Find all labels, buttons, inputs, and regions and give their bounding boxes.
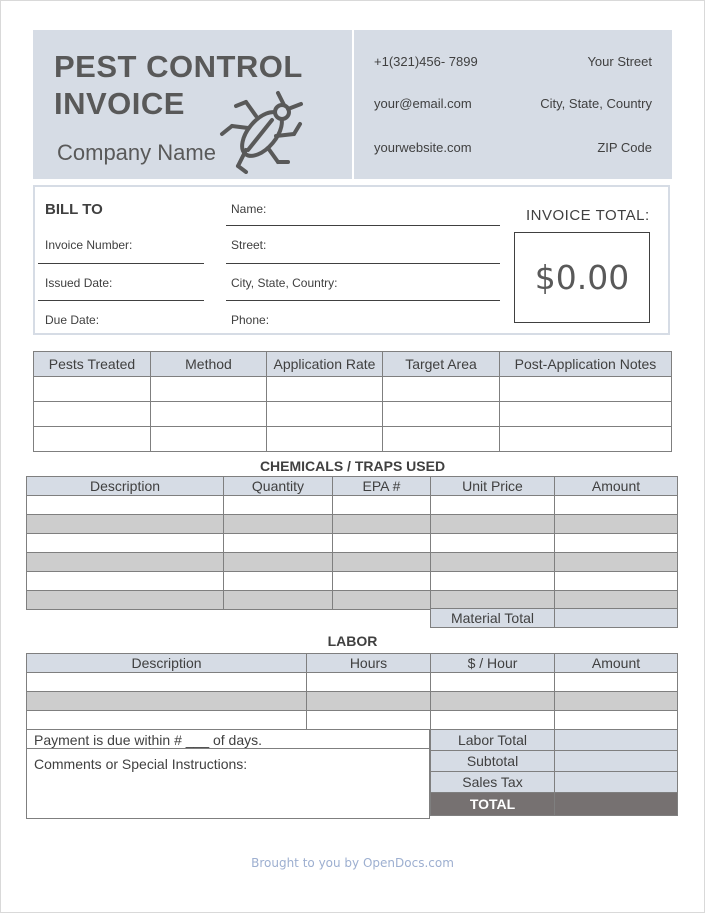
table-row: [27, 673, 678, 692]
comments-label: Comments or Special Instructions:: [34, 756, 248, 772]
table-cell[interactable]: [27, 496, 224, 515]
table-cell[interactable]: [267, 427, 383, 452]
invoice-title-line1: PEST CONTROL: [54, 49, 303, 84]
material-total-table: [430, 608, 678, 628]
table-cell[interactable]: [431, 692, 555, 711]
comments-box[interactable]: [26, 749, 430, 819]
city-label: City, State, Country:: [231, 276, 338, 290]
table-row: [27, 496, 678, 515]
table-row: [27, 572, 678, 591]
table-cell[interactable]: [555, 711, 678, 730]
table-cell[interactable]: [431, 591, 555, 610]
material-total-value[interactable]: [555, 609, 678, 628]
table-cell[interactable]: [307, 673, 431, 692]
table-cell[interactable]: [224, 553, 333, 572]
table-cell[interactable]: [151, 377, 267, 402]
sales-tax-label: Sales Tax: [431, 772, 555, 793]
labor-heading: LABOR: [327, 633, 378, 649]
labor-table: [26, 653, 678, 730]
subtotal-label: Subtotal: [431, 751, 555, 772]
table-cell[interactable]: [333, 534, 431, 553]
table-cell[interactable]: [431, 572, 555, 591]
contact-website: yourwebsite.com: [374, 140, 472, 155]
street-label: Street:: [231, 238, 267, 252]
invoice-title-line2: INVOICE: [54, 86, 185, 121]
labor-total-label: Labor Total: [431, 730, 555, 751]
issued-date-label: Issued Date:: [45, 276, 113, 290]
phone-label: Phone:: [231, 313, 270, 327]
table-cell[interactable]: [431, 515, 555, 534]
table-cell[interactable]: [307, 711, 431, 730]
totals-table: [430, 729, 678, 816]
col-quantity: Quantity: [224, 477, 333, 496]
table-cell[interactable]: [555, 673, 678, 692]
chemicals-table: [26, 476, 678, 610]
grand-total-label: TOTAL: [431, 793, 555, 816]
col-application-rate: Application Rate: [267, 352, 383, 377]
table-cell[interactable]: [333, 515, 431, 534]
table-row: [27, 591, 678, 610]
table-row: [34, 377, 672, 402]
table-cell[interactable]: [27, 711, 307, 730]
bug-icon: [218, 90, 304, 174]
invoice-total-label: INVOICE TOTAL:: [526, 207, 650, 224]
col-post-application-notes: Post-Application Notes: [500, 352, 672, 377]
table-row: [27, 515, 678, 534]
table-cell[interactable]: [431, 534, 555, 553]
table-cell[interactable]: [34, 402, 151, 427]
table-cell[interactable]: [333, 496, 431, 515]
city-line[interactable]: [226, 300, 500, 301]
invoice-number-label: Invoice Number:: [45, 238, 133, 252]
payment-terms: Payment is due within # ___ of days.: [34, 732, 263, 748]
table-cell[interactable]: [500, 377, 672, 402]
table-cell[interactable]: [27, 534, 224, 553]
table-cell[interactable]: [151, 427, 267, 452]
table-cell[interactable]: [267, 402, 383, 427]
table-cell[interactable]: [555, 591, 678, 610]
name-label: Name:: [231, 202, 267, 216]
subtotal-value[interactable]: [555, 751, 678, 772]
table-cell[interactable]: [224, 515, 333, 534]
invoice-total-value: $0.00: [534, 258, 630, 297]
table-cell[interactable]: [27, 692, 307, 711]
col-epa-number: EPA #: [333, 477, 431, 496]
name-line[interactable]: [226, 225, 500, 226]
col-unit-price: Unit Price: [431, 477, 555, 496]
invoice-number-line[interactable]: [38, 263, 204, 264]
table-cell[interactable]: [383, 402, 500, 427]
table-cell[interactable]: [555, 496, 678, 515]
invoice-total-box: [514, 232, 650, 323]
table-cell[interactable]: [27, 673, 307, 692]
payment-terms-box: [26, 729, 430, 749]
table-row: [27, 692, 678, 711]
labor-total-value[interactable]: [555, 730, 678, 751]
table-cell[interactable]: [27, 515, 224, 534]
table-cell[interactable]: [500, 402, 672, 427]
table-cell[interactable]: [224, 591, 333, 610]
company-name: Company Name: [57, 140, 216, 165]
table-cell[interactable]: [27, 591, 224, 610]
sales-tax-value[interactable]: [555, 772, 678, 793]
treatment-table: [33, 351, 672, 452]
table-cell[interactable]: [431, 496, 555, 515]
issued-date-line[interactable]: [38, 300, 204, 301]
contact-email: your@email.com: [374, 96, 472, 111]
table-cell[interactable]: [555, 534, 678, 553]
table-cell[interactable]: [383, 377, 500, 402]
chemicals-heading: CHEMICALS / TRAPS USED: [259, 458, 446, 474]
table-cell[interactable]: [27, 572, 224, 591]
table-cell[interactable]: [267, 377, 383, 402]
table-cell[interactable]: [224, 496, 333, 515]
footer-credit[interactable]: Brought to you by OpenDocs.com: [251, 856, 454, 870]
table-row: [34, 427, 672, 452]
col-rate: $ / Hour: [431, 654, 555, 673]
table-cell[interactable]: [34, 427, 151, 452]
table-cell[interactable]: [431, 711, 555, 730]
table-cell[interactable]: [555, 692, 678, 711]
col-description: Description: [27, 477, 224, 496]
col-labor-amount: Amount: [555, 654, 678, 673]
col-hours: Hours: [307, 654, 431, 673]
material-total-label: Material Total: [431, 609, 555, 628]
street-line[interactable]: [226, 263, 500, 264]
col-method: Method: [151, 352, 267, 377]
table-row: [27, 711, 678, 730]
table-cell[interactable]: [383, 427, 500, 452]
contact-phone: +1(321)456- 7899: [374, 54, 478, 69]
table-cell[interactable]: [151, 402, 267, 427]
col-amount: Amount: [555, 477, 678, 496]
table-cell[interactable]: [307, 692, 431, 711]
table-cell[interactable]: [224, 534, 333, 553]
table-cell[interactable]: [555, 553, 678, 572]
table-cell[interactable]: [27, 553, 224, 572]
bill-to-heading: BILL TO: [45, 201, 103, 218]
table-cell[interactable]: [555, 515, 678, 534]
col-pests-treated: Pests Treated: [34, 352, 151, 377]
table-cell[interactable]: [555, 572, 678, 591]
address-street: Your Street: [587, 54, 652, 69]
grand-total-value[interactable]: [555, 793, 678, 816]
table-cell[interactable]: [431, 553, 555, 572]
table-cell[interactable]: [333, 553, 431, 572]
address-zip: ZIP Code: [597, 140, 652, 155]
due-date-label: Due Date:: [45, 313, 100, 327]
table-cell[interactable]: [431, 673, 555, 692]
table-cell[interactable]: [333, 591, 431, 610]
table-row: [27, 534, 678, 553]
table-row: [34, 402, 672, 427]
col-labor-description: Description: [27, 654, 307, 673]
address-city: City, State, Country: [540, 96, 652, 111]
col-target-area: Target Area: [383, 352, 500, 377]
table-row: [27, 553, 678, 572]
table-cell[interactable]: [34, 377, 151, 402]
table-cell[interactable]: [224, 572, 333, 591]
table-cell[interactable]: [333, 572, 431, 591]
table-cell[interactable]: [500, 427, 672, 452]
